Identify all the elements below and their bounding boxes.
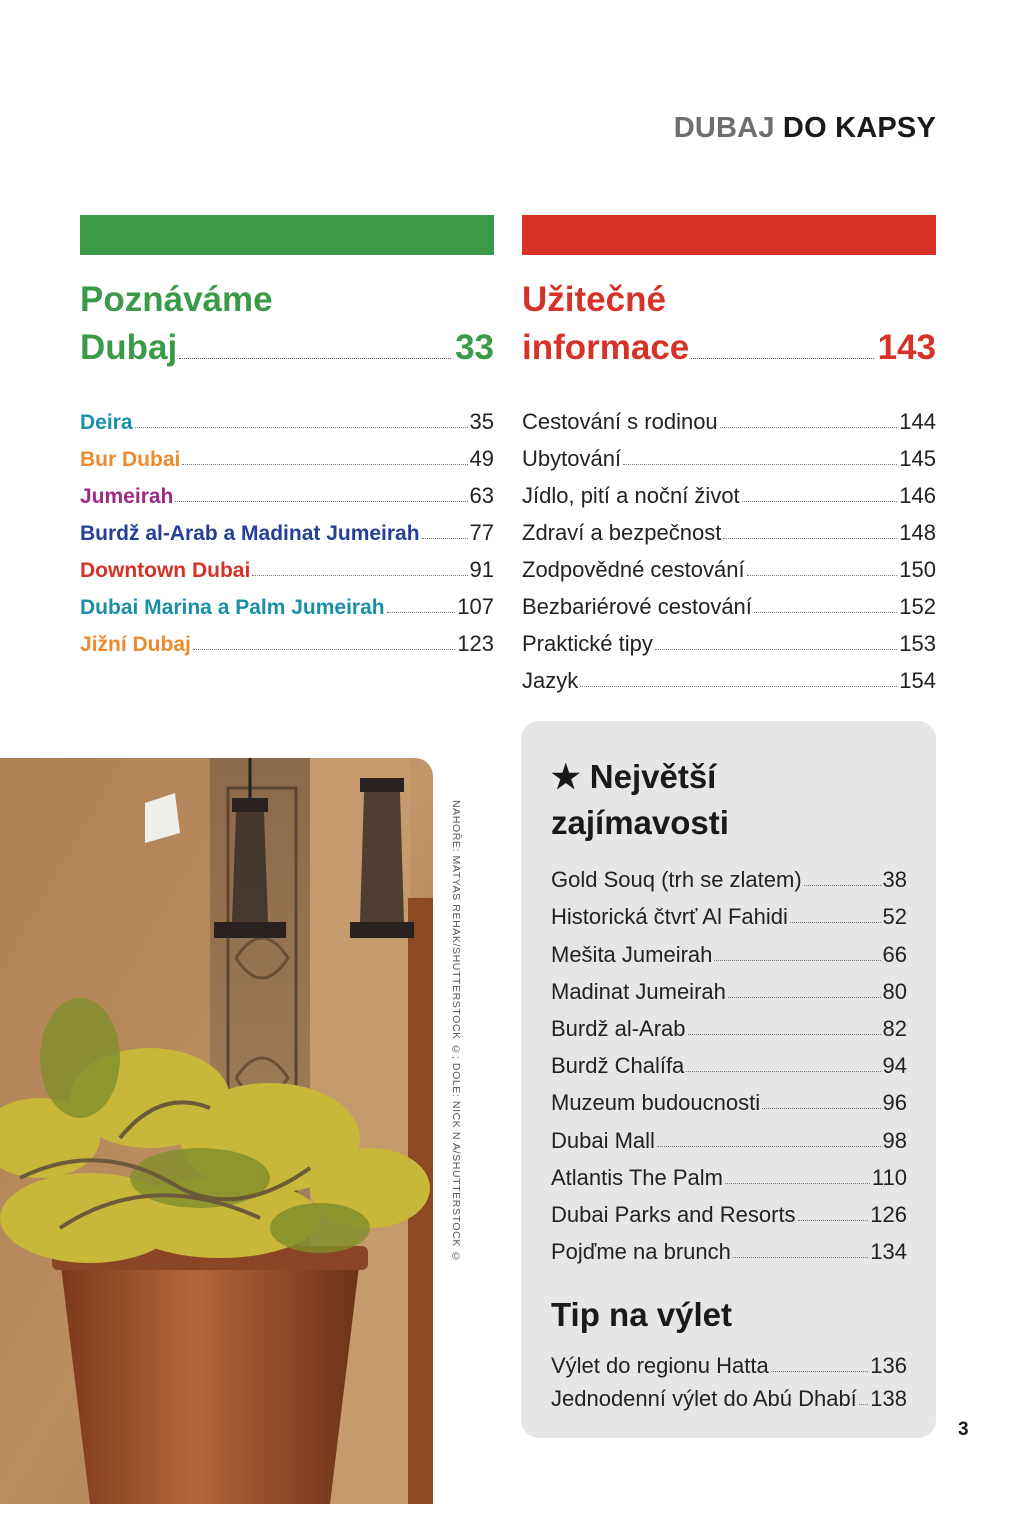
left-section-page[interactable]: 33 bbox=[455, 328, 494, 367]
highlight-page: 80 bbox=[882, 978, 907, 1004]
leader-dots bbox=[580, 686, 897, 687]
highlight-label: Burdž Chalífa bbox=[551, 1053, 685, 1079]
highlight-item[interactable] bbox=[551, 930, 907, 967]
right-toc-list bbox=[522, 398, 936, 694]
highlight-page: 52 bbox=[882, 904, 907, 930]
toc-item-page: 146 bbox=[899, 483, 936, 508]
leader-dots bbox=[686, 1071, 880, 1072]
toc-item-label: Deira bbox=[80, 411, 133, 434]
highlight-item[interactable] bbox=[551, 1116, 907, 1153]
leader-dots bbox=[182, 464, 467, 465]
toc-item-page: 153 bbox=[899, 631, 936, 656]
highlight-page: 38 bbox=[882, 867, 907, 893]
toc-item-downtown-dubai[interactable] bbox=[80, 546, 494, 583]
leader-dots bbox=[859, 1404, 868, 1405]
right-section-title bbox=[522, 276, 936, 372]
highlight-page: 98 bbox=[882, 1127, 907, 1153]
highlight-item[interactable] bbox=[551, 1005, 907, 1042]
toc-item-ubytovani[interactable] bbox=[522, 435, 936, 472]
highlight-label: Muzeum budoucnosti bbox=[551, 1090, 761, 1116]
toc-item-bur-dubai[interactable] bbox=[80, 435, 494, 472]
trip-page: 136 bbox=[870, 1353, 907, 1378]
leader-dots bbox=[790, 922, 881, 923]
highlight-label: Pojďme na brunch bbox=[551, 1239, 731, 1265]
toc-item-label: Dubai Marina a Palm Jumeirah bbox=[80, 596, 385, 619]
leader-dots bbox=[175, 501, 467, 502]
highlight-page: 110 bbox=[871, 1164, 907, 1190]
highlight-item[interactable] bbox=[551, 1228, 907, 1265]
highlight-item[interactable] bbox=[551, 968, 907, 1005]
green-section-bar bbox=[80, 215, 494, 255]
trip-label: Jednodenní výlet do Abú Dhabí bbox=[551, 1386, 857, 1411]
highlight-label: Gold Souq (trh se zlatem) bbox=[551, 867, 802, 893]
page-number: 3 bbox=[958, 1419, 969, 1440]
star-icon: ★ bbox=[551, 758, 581, 795]
toc-item-label: Jižní Dubaj bbox=[80, 633, 191, 656]
highlights-title-line2: zajímavosti bbox=[551, 804, 729, 841]
toc-item-deira[interactable] bbox=[80, 398, 494, 435]
left-section-title bbox=[80, 276, 494, 372]
highlight-item[interactable] bbox=[551, 1191, 907, 1228]
toc-item-page: 107 bbox=[457, 594, 494, 619]
leader-dots bbox=[798, 1220, 869, 1221]
toc-item-zodpovedne-cestovani[interactable] bbox=[522, 546, 936, 583]
leader-dots bbox=[733, 1257, 868, 1258]
toc-item-label: Praktické tipy bbox=[522, 631, 653, 656]
leader-dots bbox=[387, 612, 456, 613]
trip-item[interactable] bbox=[551, 1379, 907, 1412]
toc-item-page: 148 bbox=[899, 520, 936, 545]
red-section-bar bbox=[522, 215, 936, 255]
toc-item-label: Ubytování bbox=[522, 446, 622, 471]
toc-item-label: Jídlo, pití a noční život bbox=[522, 483, 740, 508]
highlight-label: Mešita Jumeirah bbox=[551, 941, 713, 967]
leader-dots bbox=[179, 358, 451, 359]
leader-dots bbox=[723, 538, 897, 539]
toc-item-label: Burdž al-Arab a Madinat Jumeirah bbox=[80, 522, 420, 545]
toc-item-jidlo[interactable] bbox=[522, 472, 936, 509]
toc-item-label: Jumeirah bbox=[80, 485, 174, 508]
leader-dots bbox=[754, 612, 897, 613]
toc-item-page: 77 bbox=[469, 520, 494, 545]
leader-dots bbox=[655, 649, 897, 650]
toc-item-label: Bezbariérové cestování bbox=[522, 594, 752, 619]
highlight-label: Historická čtvrť Al Fahidi bbox=[551, 904, 788, 930]
toc-item-label: Downtown Dubai bbox=[80, 559, 251, 582]
highlight-item[interactable] bbox=[551, 1154, 907, 1191]
toc-item-jazyk[interactable] bbox=[522, 657, 936, 694]
leader-dots bbox=[771, 1371, 869, 1372]
trip-item[interactable] bbox=[551, 1346, 907, 1379]
leader-dots bbox=[623, 464, 897, 465]
toc-item-dubai-marina[interactable] bbox=[80, 583, 494, 620]
toc-item-page: 152 bbox=[899, 594, 936, 619]
leader-dots bbox=[804, 885, 881, 886]
toc-item-burdz-al-arab[interactable] bbox=[80, 509, 494, 546]
leader-dots bbox=[742, 501, 898, 502]
toc-item-page: 49 bbox=[469, 446, 494, 471]
leader-dots bbox=[193, 649, 455, 650]
highlights-title-line1: Největší bbox=[589, 758, 717, 795]
right-title-line2: informace bbox=[522, 328, 690, 367]
trip-page: 138 bbox=[870, 1386, 907, 1411]
left-toc-list bbox=[80, 398, 494, 657]
toc-item-page: 63 bbox=[469, 483, 494, 508]
left-title-line2: Dubaj bbox=[80, 328, 178, 367]
highlight-item[interactable] bbox=[551, 893, 907, 930]
leader-dots bbox=[657, 1146, 881, 1147]
leader-dots bbox=[688, 1034, 881, 1035]
toc-item-label: Cestování s rodinou bbox=[522, 409, 718, 434]
leader-dots bbox=[728, 997, 881, 998]
highlight-item[interactable] bbox=[551, 856, 907, 893]
leader-dots bbox=[691, 358, 873, 359]
toc-item-jizni-dubaj[interactable] bbox=[80, 620, 494, 657]
trip-label: Výlet do regionu Hatta bbox=[551, 1353, 769, 1378]
highlight-page: 94 bbox=[882, 1053, 907, 1079]
toc-item-label: Zdraví a bezpečnost bbox=[522, 520, 722, 545]
toc-item-page: 123 bbox=[457, 631, 494, 656]
toc-item-page: 35 bbox=[469, 409, 494, 434]
leader-dots bbox=[252, 575, 467, 576]
running-header bbox=[674, 112, 936, 145]
highlight-label: Atlantis The Palm bbox=[551, 1164, 724, 1190]
running-header-part1: DUBAJ bbox=[673, 112, 775, 144]
trip-list bbox=[551, 1346, 907, 1412]
highlight-label: Madinat Jumeirah bbox=[551, 978, 726, 1004]
highlights-list bbox=[551, 856, 907, 1265]
leader-dots bbox=[762, 1108, 880, 1109]
leader-dots bbox=[422, 538, 468, 539]
right-section-page[interactable]: 143 bbox=[877, 328, 936, 367]
highlight-page: 82 bbox=[882, 1015, 907, 1041]
highlight-page: 66 bbox=[882, 941, 907, 967]
toc-item-prakticke-tipy[interactable] bbox=[522, 620, 936, 657]
toc-item-page: 144 bbox=[899, 409, 936, 434]
toc-item-page: 154 bbox=[899, 668, 936, 693]
toc-item-jumeirah[interactable] bbox=[80, 472, 494, 509]
highlight-label: Dubai Mall bbox=[551, 1127, 655, 1153]
leader-dots bbox=[714, 960, 880, 961]
courtyard-photo bbox=[0, 758, 433, 1504]
leader-dots bbox=[747, 575, 898, 576]
trip-title: Tip na výlet bbox=[551, 1296, 732, 1333]
highlight-label: Dubai Parks and Resorts bbox=[551, 1201, 796, 1227]
leader-dots bbox=[720, 427, 898, 428]
highlight-page: 134 bbox=[870, 1239, 907, 1265]
highlights-title bbox=[551, 754, 729, 846]
highlight-label: Burdž al-Arab bbox=[551, 1015, 686, 1041]
toc-item-label: Zodpovědné cestování bbox=[522, 557, 745, 582]
toc-item-bezbarierove-cestovani[interactable] bbox=[522, 583, 936, 620]
toc-item-zdravi[interactable] bbox=[522, 509, 936, 546]
left-title-line1: Poznáváme bbox=[80, 280, 273, 319]
highlight-page: 126 bbox=[870, 1201, 907, 1227]
right-title-line1: Užitečné bbox=[522, 280, 666, 319]
photo-credit: NAHOŘE: MATYAS REHAK/SHUTTERSTOCK ©; DOLE: NICK N A/SHUTTERSTOCK © bbox=[450, 800, 462, 1264]
highlight-item[interactable] bbox=[551, 1042, 907, 1079]
running-header-part2: DO KAPSY bbox=[782, 112, 936, 144]
toc-item-label: Jazyk bbox=[522, 668, 579, 693]
toc-item-label: Bur Dubai bbox=[80, 448, 181, 471]
leader-dots bbox=[135, 427, 468, 428]
highlight-page: 96 bbox=[882, 1090, 907, 1116]
toc-item-page: 150 bbox=[899, 557, 936, 582]
toc-item-page: 91 bbox=[469, 557, 494, 582]
leader-dots bbox=[725, 1183, 870, 1184]
toc-item-cestovani-s-rodinou[interactable] bbox=[522, 398, 936, 435]
toc-item-page: 145 bbox=[899, 446, 936, 471]
highlight-item[interactable] bbox=[551, 1079, 907, 1116]
